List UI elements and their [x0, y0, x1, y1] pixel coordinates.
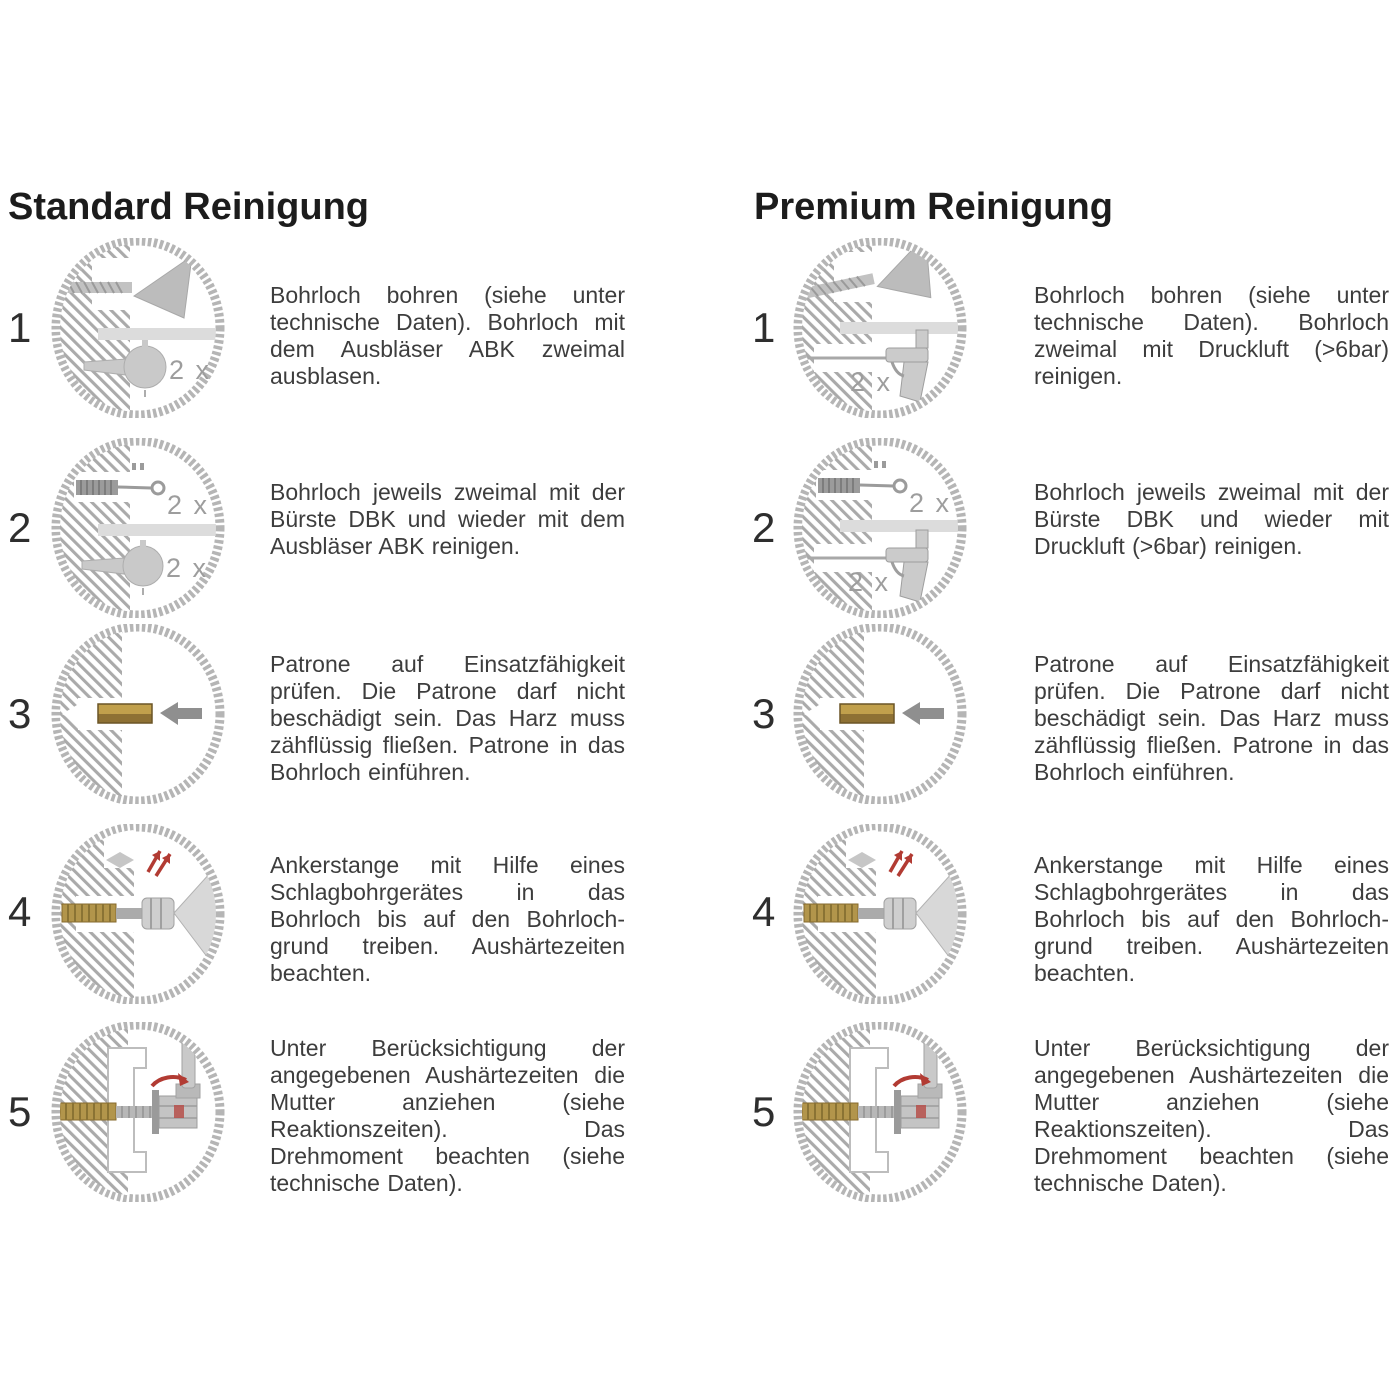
step-text: Ankerstange mit Hilfe eines Schlagbohrgerätes in das Bohrloch bis auf den Bohrlochgrund treiben. Aushärtezeiten beachten.: [270, 852, 625, 986]
step-text: Unter Berücksichtigung der angegebenen Aushärtezeiten die Mutter anziehen (siehe Reaktionszeiten). Das Drehmoment beachten (siehe technische Daten).: [270, 1035, 625, 1196]
step-text: Bohrloch jeweils zweimal mit der Bürste DBK und wieder mit Druckluft (>6bar) reinigen.: [1034, 479, 1389, 559]
step-number: 5: [8, 1088, 32, 1135]
step-number: 3: [8, 690, 32, 737]
resin-cartridge-icon: [48, 624, 228, 804]
step-text: Patrone auf Einsatzfähigkeit prüfen. Die Patrone darf nicht beschädigt sein. Das Harz muss zähflüssig fließen. Patrone in das Bohrloch einführen.: [1034, 651, 1389, 785]
repeat-label: 2 x: [166, 553, 209, 583]
step-number: 2: [8, 504, 32, 551]
step-number: 4: [752, 888, 776, 935]
brush-and-blowout-pump-icon: [48, 438, 228, 618]
step-number: 1: [8, 304, 32, 351]
step-text: Bohrloch jeweils zweimal mit der Bürste DBK und wieder mit dem Ausbläser ABK reinigen.: [270, 479, 625, 559]
repeat-label: 2 x: [167, 490, 210, 520]
step-number: 3: [752, 690, 776, 737]
drill-and-air-gun-icon: [790, 238, 970, 418]
step-text: Unter Berücksichtigung der angegebenen Aushärtezeiten die Mutter anziehen (siehe Reaktionszeiten). Das Drehmoment beachten (siehe technische Daten).: [1034, 1035, 1389, 1196]
step-number: 2: [752, 504, 776, 551]
step-text: Bohrloch bohren (siehe unter technische Daten). Bohrloch zweimal mit Druckluft (>6bar) reinigen.: [1034, 282, 1389, 389]
resin-cartridge-icon: [790, 624, 970, 804]
step-text: Patrone auf Einsatzfähigkeit prüfen. Die Patrone darf nicht beschädigt sein. Das Harz muss zähflüssig fließen. Patrone in das Bohrloch einführen.: [270, 651, 625, 785]
tighten-nut-torque-wrench-icon: [48, 1022, 228, 1202]
brush-and-air-gun-icon: [790, 438, 970, 618]
anchor-rod-hammer-drill-icon: [790, 824, 970, 1004]
step-number: 1: [752, 304, 776, 351]
anchor-rod-hammer-drill-icon: [48, 824, 228, 1004]
step-text: Ankerstange mit Hilfe eines Schlagbohrgerätes in das Bohrloch bis auf den Bohrlochgrund treiben. Aushärtezeiten beachten.: [1034, 852, 1389, 986]
repeat-label: 2 x: [169, 355, 212, 385]
tighten-nut-torque-wrench-icon: [790, 1022, 970, 1202]
column-title-premium: Premium Reinigung: [754, 186, 1113, 228]
column-title-standard: Standard Reinigung: [8, 186, 369, 228]
repeat-label: 2 x: [850, 367, 893, 397]
repeat-label: 2 x: [909, 488, 952, 518]
drill-and-blowout-pump-icon: [48, 238, 228, 418]
step-number: 5: [752, 1088, 776, 1135]
repeat-label: 2 x: [848, 567, 891, 597]
step-text: Bohrloch bohren (siehe unter technische Daten). Bohrloch mit dem Ausbläser ABK zweimal ausblasen.: [270, 282, 625, 389]
step-number: 4: [8, 888, 32, 935]
